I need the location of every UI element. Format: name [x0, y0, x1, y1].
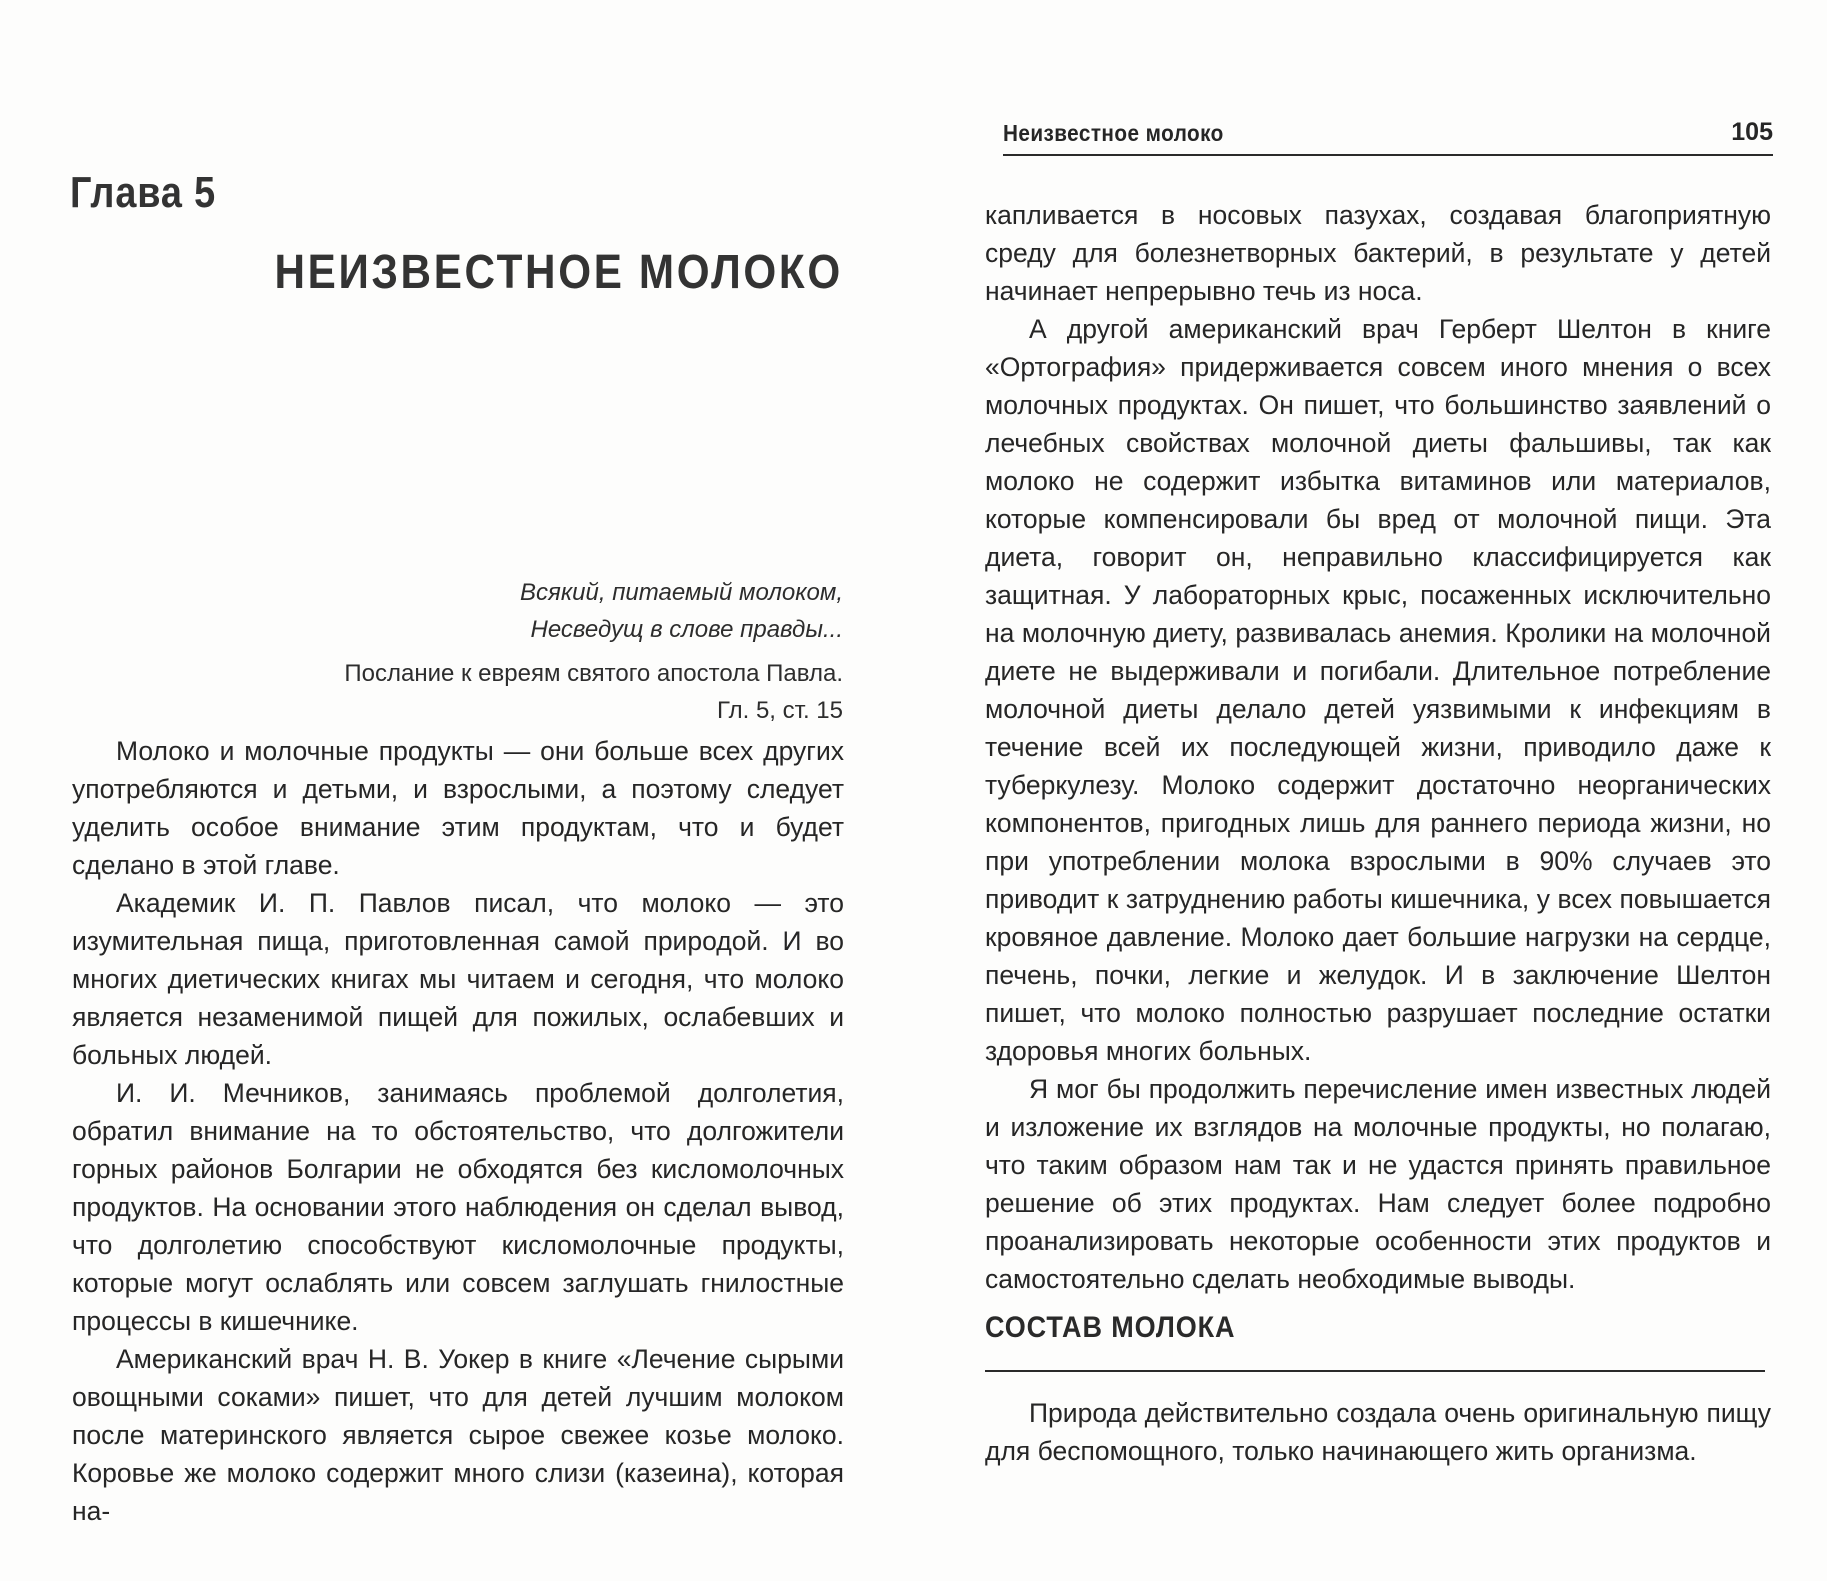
epigraph-reference: Гл. 5, ст. 15 [716, 697, 843, 724]
chapter-title: НЕИЗВЕСТНОЕ МОЛОКО [274, 246, 843, 299]
page-number: 105 [1731, 118, 1773, 146]
section-body-text [985, 1394, 1771, 1470]
running-head [1003, 118, 1773, 156]
epigraph [323, 574, 843, 729]
paragraph: Академик И. П. Павлов писал, что молоко — это изумительная пища, приготовленная самой природой. И во многих диетических книгах мы читаем и сегодня, что молоко является незаменимой пищей для пожилых, ослабевших и больных людей. [72, 888, 844, 1070]
paragraph: Молоко и молочные продукты — они больше всех других употребляются и детьми, и взрослыми, а поэтому следует уделить особое внимание этим продуктам, что и будет сделано в этой главе. [72, 736, 844, 880]
paragraph: А другой американский врач Герберт Шелтон в книге «Ортография» придерживается совсем иного мнения о всех молочных продуктах. Он пишет, что большинство заявлений о лечебных свойствах молочной диеты фальшивы, так как молоко не содержит избытка витаминов или материалов, которые компенсировали бы вред от молочной пищи. Эта диета, говорит он, неправильно классифицируется как защитная. У лабораторных крыс, посаженных исключительно на молочную диету, развивалась анемия. Кролики на молочной диете не выдерживали и погибали. Длительное потребление молочной диеты делало детей уязвимыми к инфекциям в течение всей их последующей жизни, приводило даже к туберкулезу. Молоко содержит достаточно неорганических компонентов, пригодных лишь для раннего периода жизни, но при употреблении молока взрослыми в 90% случаев это приводит к затруднению работы кишечника, у всех повышается кровяное давление. Молоко дает большие нагрузки на сердце, печень, почки, легкие и желудок. И в заключение Шелтон пишет, что молоко полностью разрушает последние остатки здоровья многих больных. [985, 314, 1771, 1066]
running-head-title: Неизвестное молоко [1003, 120, 1224, 146]
right-page [913, 0, 1827, 1581]
paragraph: Я мог бы продолжить перечисление имен известных людей и изложение их взглядов на молочные продукты, но полагаю, что таким образом нам так и не удастся принять правильное решение об этих продуктах. Нам следует более подробно проанализировать некоторые особенности этих продуктов и самостоятельно сделать необходимые выводы. [985, 1074, 1771, 1294]
epigraph-source: Послание к евреям святого апостола Павла. [344, 660, 843, 687]
left-body-text [72, 732, 844, 1530]
paragraph: Американский врач Н. В. Уокер в книге «Лечение сырыми овощными соками» пишет, что для детей лучшим молоком после материнского является сырое свежее козье молоко. Коровье же молоко содержит много слизи (казеина), которая на- [72, 1344, 844, 1526]
left-page [0, 0, 913, 1581]
paragraph: И. И. Мечников, занимаясь проблемой долголетия, обратил внимание на то обстоятельство, что долгожители горных районов Болгарии не обходятся без кисломолочных продуктов. На основании этого наблюдения он сделал вывод, что долголетию способствуют кисломолочные продукты, которые могут ослаблять или совсем заглушать гнилостные процессы в кишечнике. [72, 1078, 844, 1336]
chapter-label: Глава 5 [70, 168, 217, 217]
epigraph-line: Несведущ в слове правды... [530, 616, 843, 643]
epigraph-line: Всякий, питаемый молоком, [520, 579, 843, 606]
paragraph: капливается в носовых пазухах, создавая благоприятную среду для болезнетворных бактерий, в результате у детей начинает непрерывно течь из носа. [985, 200, 1771, 306]
paragraph: Природа действительно создала очень оригинальную пищу для беспомощного, только начинающего жить организма. [985, 1398, 1771, 1466]
right-body-text [985, 196, 1771, 1298]
section-divider [985, 1370, 1765, 1372]
section-title: СОСТАВ МОЛОКА [985, 1311, 1236, 1344]
